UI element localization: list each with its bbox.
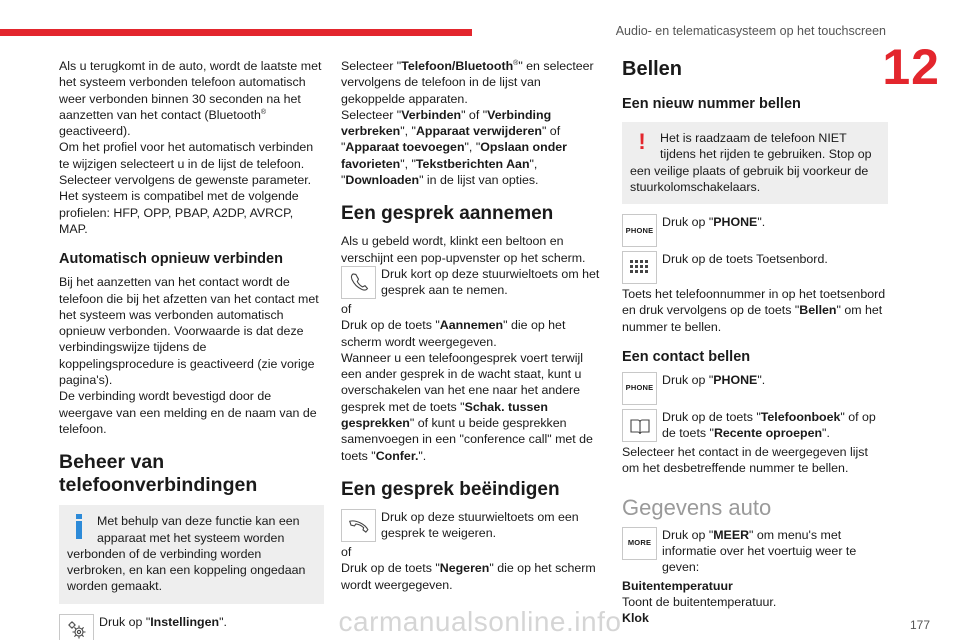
nieuw-nummer-heading: Een nieuw nummer bellen [622, 96, 801, 112]
phonebook-instruction: Druk op de toets "Telefoonboek" of op de toets "Recente oproepen". [622, 409, 888, 442]
buiten-heading: Buitentemperatuur [622, 578, 733, 593]
phone-hangup-icon [341, 509, 376, 542]
chapter-number: 12 [882, 39, 940, 95]
intro-paragraph: Als u terugkomt in de auto, wordt de laatste met het systeem verbonden telefoon automatisch weer verbonden binnen 30 seconden na het aanzetten van het contact (Bluetooth® geactiveerd). [59, 59, 322, 139]
gegevens-heading: Gegevens auto [622, 494, 772, 520]
negeren-text: Druk op de toets "Negeren" die op het scherm wordt weergegeven. [341, 561, 596, 592]
phone-label-icon-2: PHONE [622, 372, 657, 405]
phonebook-icon [622, 409, 657, 442]
bellen-heading: Bellen [622, 58, 683, 80]
answer-instruction: Druk kort op deze stuurwieltoets om het gesprek aan te nemen. [341, 266, 606, 299]
beeindigen-heading: Een gesprek beëindigen [341, 478, 560, 500]
klok-heading: Klok [622, 611, 649, 626]
keypad-instruction: Druk op de toets Toetsenbord. [622, 251, 888, 284]
keypad-icon [622, 251, 657, 284]
header-title: Audio- en telematicasysteem op het touchscreen [615, 24, 886, 38]
warning-note: ! Het is raadzaam de telefoon NIET tijdens het rijden te gebruiken. Stop op een veilige plaats of gebruik bij voorkeur de stuurkolomschakelaars. [622, 122, 888, 204]
buiten-text: Toont de buitentemperatuur. [622, 594, 777, 609]
info-note: Met behulp van deze functie kan een apparaat met het systeem worden verbonden of de verbinding worden verbroken, en kan een koppeling ongedaan worden gemaakt. [59, 505, 324, 603]
column-2 [341, 58, 606, 593]
column-1 [59, 58, 324, 640]
phone-instruction: PHONE Druk op "PHONE". [622, 214, 888, 247]
chapter-color-bar [0, 29, 472, 36]
nummer-paragraph: Toets het telefoonnummer in op het toetsenbord en druk vervolgens op de toets "Bellen" om het nummer te bellen. [622, 287, 886, 334]
compat-paragraph: Het systeem is compatibel met de volgende profielen: HFP, OPP, PBAP, A2DP, AVRCP, MAP. [59, 189, 299, 236]
wacht-paragraph: Wanneer u een telefoongesprek voert terwijl een ander gesprek in de wacht staat, kunt u overschakelen van het ene naar het andere gesprek met de toets "Schak. tussen gesprekken" of kunt u beide gesprekken samenvoegen in een "conference call" met de toets "Confer.". [341, 350, 593, 463]
auto-reconnect-text: Bij het aanzetten van het contact wordt de telefoon die bij het afzetten van het contact met het systeem was verbonden automatisch opnieuw verbonden. Voorwaarde is dat deze verbindingswijze tijdens de koppelingsprocedure is geactiveerd (zie vorige pagina's). [59, 275, 319, 388]
phone-answer-icon [341, 266, 376, 299]
hangup-instruction: Druk op deze stuurwieltoets om een gesprek te weigeren. [341, 509, 606, 542]
profile-paragraph: Om het profiel voor het automatisch verbinden te wijzigen selecteert u in de lijst de telefoon. Selecteer vervolgens de gewenste parameter. [59, 140, 314, 188]
or-text: of [341, 301, 352, 316]
more-label-icon: MORE [622, 527, 657, 560]
settings-instruction: Druk op "Instellingen". [59, 614, 324, 640]
watermark: carmanualsonline.info [338, 606, 622, 637]
warning-icon: ! [638, 129, 646, 154]
phone-instruction-2: PHONE Druk op "PHONE". [622, 372, 888, 405]
select-contact-text: Selecteer het contact in de weergegeven lijst om het desbetreffende nummer te bellen. [622, 445, 868, 476]
auto-reconnect-confirm: De verbinding wordt bevestigd door de weergave van een melding en de naam van de telefoon. [59, 389, 317, 436]
column-3 [622, 58, 888, 626]
aannemen-intro: Als u gebeld wordt, klinkt een beltoon en verschijnt een pop-upvenster op het scherm. [341, 234, 586, 265]
more-instruction: MORE Druk op "MEER" om menu's met informatie over het voertuig weer te geven: [622, 527, 888, 576]
auto-reconnect-heading: Automatisch opnieuw verbinden [59, 251, 283, 268]
select-phone-paragraph: Selecteer "Telefoon/Bluetooth®" en selecteer vervolgens de telefoon in de lijst van gekoppelde apparaten. [341, 59, 594, 106]
info-icon [67, 513, 91, 543]
aannemen-screen-text: Druk op de toets "Aannemen" die op het scherm wordt weergegeven. [341, 318, 566, 349]
aannemen-heading: Een gesprek aannemen [341, 203, 554, 225]
page-number: 177 [909, 618, 930, 632]
contact-heading: Een contact bellen [622, 349, 751, 366]
beheer-heading: Beheer van telefoonverbindingen [59, 451, 258, 497]
or-text-2: of [341, 544, 352, 559]
options-paragraph: Selecteer "Verbinden" of "Verbinding verbreken", "Apparaat verwijderen" of "Apparaat toevoegen", "Opslaan onder favorieten", "Tekstberichten Aan", "Downloaden" in de lijst van opties. [341, 107, 567, 188]
phone-label-icon: PHONE [622, 214, 657, 247]
